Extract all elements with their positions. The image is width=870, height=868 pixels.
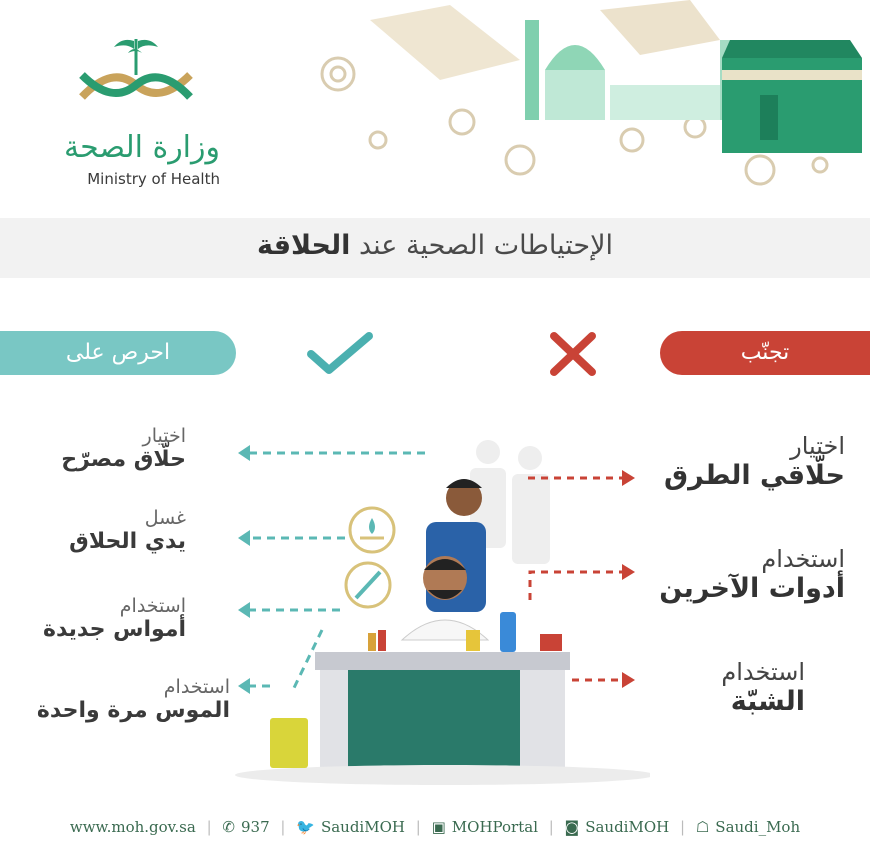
barbershop-illustration bbox=[230, 430, 650, 790]
avoid-item-line2: حلّاقي الطرق bbox=[664, 460, 845, 491]
avoid-item bbox=[640, 545, 845, 604]
twitter-handle[interactable]: SaudiMOH bbox=[320, 818, 405, 836]
avoid-item-line2: الشبّة bbox=[730, 686, 805, 717]
care-item bbox=[20, 595, 186, 642]
phone-icon: ✆ bbox=[222, 818, 235, 836]
care-item bbox=[20, 507, 186, 554]
website-link[interactable]: www.moh.gov.sa bbox=[69, 818, 196, 836]
avoid-item-line2: أدوات الآخرين bbox=[659, 573, 845, 604]
care-item bbox=[20, 676, 230, 723]
avoid-item bbox=[640, 658, 805, 717]
care-item bbox=[20, 425, 186, 472]
avoid-item-line1: استخدام bbox=[721, 658, 805, 686]
instagram-handle[interactable]: SaudiMOH bbox=[585, 818, 670, 836]
care-item-line1: غسل bbox=[144, 507, 186, 529]
care-item-line2: أمواس جديدة bbox=[42, 617, 186, 642]
youtube-icon: ▣ bbox=[431, 818, 446, 836]
moh-logo-emblem bbox=[72, 35, 202, 115]
title-bold: الحلاقة bbox=[256, 230, 351, 261]
kaaba-illustration bbox=[722, 40, 862, 153]
avoid-item-line1: استخدام bbox=[761, 545, 845, 573]
x-mark-icon bbox=[548, 330, 598, 378]
avoid-header: تجنّب bbox=[660, 331, 870, 375]
twitter-icon: 🐦 bbox=[296, 818, 315, 836]
care-item-line2: يدي الحلاق bbox=[69, 529, 186, 554]
care-item-line1: استخدام bbox=[119, 595, 186, 617]
snapchat-icon: ☖ bbox=[695, 818, 710, 836]
logo-english-name: Ministry of Health bbox=[87, 170, 220, 188]
care-header: احرص على bbox=[0, 331, 236, 375]
care-item-line2: حلّاق مصرّح bbox=[61, 447, 186, 472]
footer: www.moh.gov.sa | ✆ 937 | 🐦 SaudiMOH | ▣ MOHPortal | ◙ SaudiMOH | ☖ Saudi_Moh bbox=[69, 818, 801, 836]
page-title bbox=[0, 230, 870, 261]
phone-number[interactable]: 937 bbox=[241, 818, 270, 836]
care-item-line1: اختيار bbox=[142, 425, 186, 447]
snapchat-handle[interactable]: Saudi_Moh bbox=[715, 818, 801, 836]
title-prefix: الإحتياطات الصحية عند bbox=[350, 230, 614, 261]
avoid-item-line1: اختيار bbox=[790, 432, 845, 460]
logo-arabic-name: وزارة الصحة bbox=[64, 130, 220, 165]
care-item-line1: استخدام bbox=[163, 676, 230, 698]
avoid-item bbox=[640, 432, 845, 491]
check-mark-icon bbox=[305, 330, 375, 378]
care-item-line2: الموس مرة واحدة bbox=[36, 698, 230, 723]
youtube-handle[interactable]: MOHPortal bbox=[451, 818, 538, 836]
instagram-icon: ◙ bbox=[564, 818, 580, 836]
